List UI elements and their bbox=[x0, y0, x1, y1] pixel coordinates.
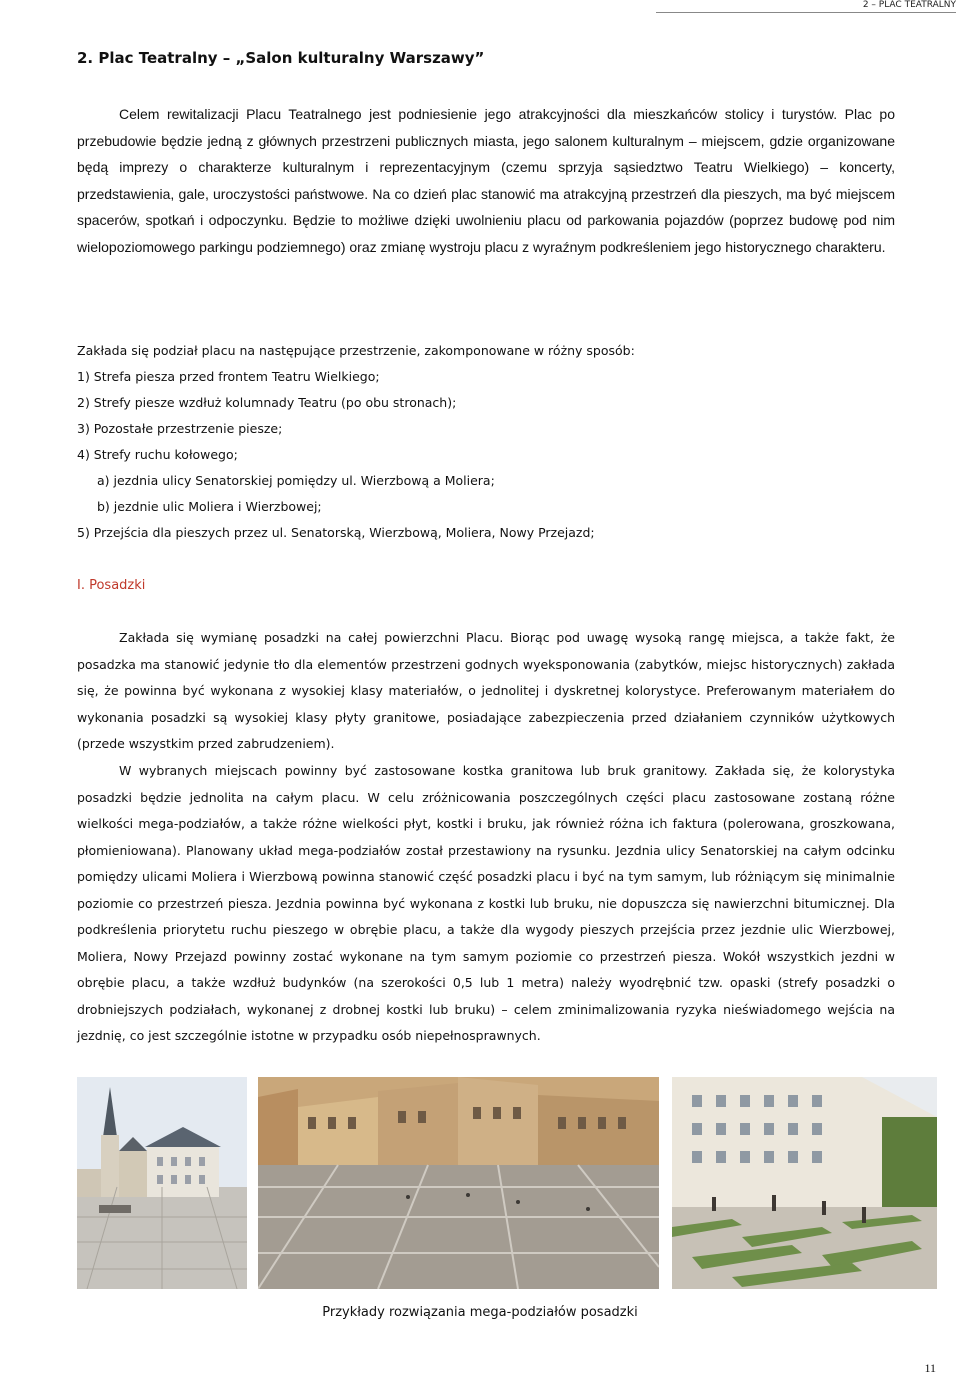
list-item: 1) Strefa piesza przed frontem Teatru Wielkiego; bbox=[77, 369, 380, 384]
list-subitem: a) jezdnia ulicy Senatorskiej pomiędzy ul. Wierzbową a Moliera; bbox=[97, 473, 495, 488]
intro-paragraph: Celem rewitalizacji Placu Teatralnego jest podniesienie jego atrakcyjności dla mieszkańców stolicy i turystów. Plac po przebudowie będzie jedną z głównych przestrzeni publicznych miasta, jego salonem kulturalnym – miejscem, gdzie organizowane będą imprezy o charakterze kulturalnym i reprezentacyjnym (czemu sprzyja sąsiedztwo Teatru Wielkiego) – koncerty, przedstawienia, gale, uroczystości państwowe. Na co dzień plac stanowić ma atrakcyjną przestrzeń dla pieszych, ma być miejscem spacerów, spotkań i odpoczynku. Będzie to możliwe dzięki uwolnieniu placu od parkowania pojazdów (poprzez budowę pod nim wielopoziomowego parkingu podziemnego) oraz zmianę wystroju placu z wyraźnym podkreśleniem jego historycznego charakteru. bbox=[77, 106, 895, 255]
figure-caption: Przykłady rozwiązania mega-podziałów posadzki bbox=[322, 1305, 638, 1320]
section-title: 2. Plac Teatralny – „Salon kulturalny Warszawy” bbox=[77, 49, 485, 67]
page-number: 11 bbox=[924, 1361, 936, 1375]
list-subitem: b) jezdnie ulic Moliera i Wierzbowej; bbox=[97, 499, 322, 514]
posadzki-paragraph-2: W wybranych miejscach powinny być zastosowane kostka granitowa lub bruk granitowy. Zakłada się, że kolorystyka posadzki będzie jednolita na całym placu. W celu zróżnicowania poszczególnych części placu zastosowane zostaną różne wielkości mega-podziałów, a także różne wielkości płyt, kostki i bruku, jak również różna ich faktura (polerowana, groszkowana, płomieniowana). Planowany układ mega-podziałów został przestawiony na rysunku. Jezdnia ulicy Senatorskiej na całym odcinku pomiędzy ulicami Moliera i Wierzbową powinna stanowić część posadzki placu i być na tym samym, lub różniącym się minimalnie poziomie co przestrzeń piesza. Jezdnia powinna być wykonana z kostki lub bruku, nie dopuszcza się nawierzchni bitumicznej. Dla podkreślenia priorytetu ruchu pieszego w obrębie placu, a także dla wygody pieszych przejścia przez jezdnie ulic Wierzbowej, Moliera, Nowy Przejazd powinny zostać wykonane na tym samym poziomie co przestrzeń piesza. Wokół wszystkich jezdni w obrębie placu, a także wzdłuż budynków (na szerokości 0,5 lub 1 metra) należy wyodrębnić tzw. opaski (strefy posadzki o drobniejszych podziałach, wykonanej z drobnej kostki lub bruku) – celem zminimalizowania ryzyka nieświadomego wejścia na jezdnię, co jest szczególnie istotne w przypadku osób niepełnosprawnych. bbox=[77, 763, 895, 1043]
list-item: 3) Pozostałe przestrzenie piesze; bbox=[77, 421, 283, 436]
division-intro: Zakłada się podział placu na następujące przestrzenie, zakomponowane w różny sposób: bbox=[77, 343, 635, 358]
photo-grid-square bbox=[258, 1077, 659, 1289]
posadzki-paragraph-1: Zakłada się wymianę posadzki na całej powierzchni Placu. Biorąc pod uwagę wysoką rangę miejsca, a także fakt, że posadzka ma stanowić jedynie tło dla elementów przestrzeni godnych wyeksponowania (zabytków, miejsc historycznych) zakłada się, że powinna być wykonana z wysokiej klasy materiałów, o jednolitej i dyskretnej kolorystyce. Preferowanym materiałem do wykonania posadzki są wysokiej klasy płyty granitowe, posiadające zabezpieczenia przed działaniem czynników użytkowych (przede wszystkim przed zabrudzeniem). bbox=[77, 630, 895, 751]
photo-church-square bbox=[77, 1077, 247, 1289]
list-item: 4) Strefy ruchu kołowego; bbox=[77, 447, 238, 462]
list-item: 5) Przejścia dla pieszych przez ul. Senatorską, Wierzbową, Moliera, Nowy Przejazd; bbox=[77, 525, 595, 540]
running-header bbox=[656, 0, 956, 13]
section-heading: I. Posadzki bbox=[77, 578, 146, 593]
photo-grass-strips bbox=[672, 1077, 937, 1289]
running-header-text: 2 – PLAC TEATRALNY bbox=[862, 0, 956, 10]
list-item: 2) Strefy piesze wzdłuż kolumnady Teatru (po obu stronach); bbox=[77, 395, 457, 410]
